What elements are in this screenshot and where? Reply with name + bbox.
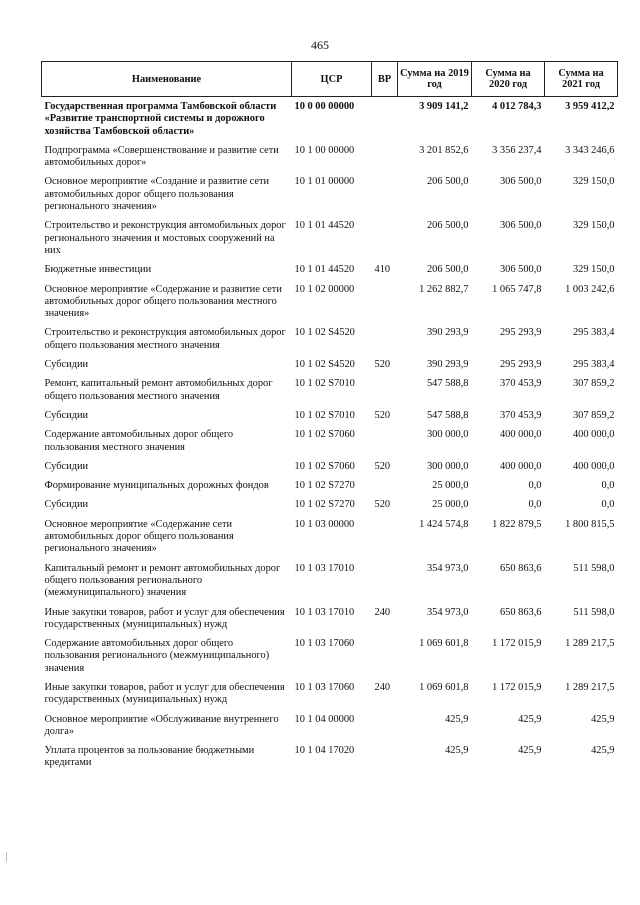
table-row xyxy=(42,100,618,144)
header-sum-2019: Сумма на 2019 год xyxy=(398,62,472,97)
cell-sum-2019: 3 201 852,6 xyxy=(419,144,469,156)
cell-sum-2019: 25 000,0 xyxy=(432,499,469,511)
cell-vr: 520 xyxy=(374,359,391,371)
cell-vr xyxy=(372,479,398,498)
table-row xyxy=(42,283,618,327)
cell-name: Содержание автомобильных дорог общего пользования регионального (межмуниципального) значения xyxy=(44,638,270,674)
cell-csr: 10 1 02 S7060 xyxy=(294,460,355,472)
cell-csr: 10 1 00 00000 xyxy=(294,144,355,156)
header-csr: ЦСР xyxy=(292,62,372,97)
cell-csr: 10 1 03 17060 xyxy=(294,681,355,693)
cell-name: Ремонт, капитальный ремонт автомобильных дорог общего пользования местного значения xyxy=(44,378,273,402)
cell-sum-2020: 1 822 879,5 xyxy=(492,518,542,530)
cell-sum-2021: 400 000,0 xyxy=(572,460,615,472)
cell-vr: 410 xyxy=(374,264,391,276)
cell-vr xyxy=(372,175,398,219)
cell-sum-2020: 650 863,6 xyxy=(499,562,542,574)
header-name: Наименование xyxy=(42,62,292,97)
cell-name: Основное мероприятие «Содержание сети автомобильных дорог общего пользования регионального значения» xyxy=(44,518,234,555)
cell-name: Основное мероприятие «Создание и развитие сети автомобильных дорог общего пользования регионального значения» xyxy=(44,176,270,213)
cell-name: Бюджетные инвестиции xyxy=(44,264,152,276)
table-row xyxy=(42,358,618,377)
cell-sum-2020: 295 293,9 xyxy=(499,327,542,339)
table-row xyxy=(42,498,618,517)
cell-sum-2021: 295 383,4 xyxy=(572,327,615,339)
cell-name: Государственная программа Тамбовской области «Развитие транспортной системы и дорожного хозяйства Тамбовской области» xyxy=(44,101,277,137)
cell-csr: 10 1 02 S7010 xyxy=(294,378,355,390)
cell-sum-2019: 1 069 601,8 xyxy=(419,681,469,693)
cell-name: Субсидии xyxy=(44,409,89,421)
cell-csr: 10 1 02 S4520 xyxy=(294,327,355,339)
table-row xyxy=(42,713,618,745)
cell-sum-2020: 306 500,0 xyxy=(499,176,542,188)
cell-sum-2019: 206 500,0 xyxy=(426,264,469,276)
table-row xyxy=(42,681,618,713)
cell-sum-2020: 306 500,0 xyxy=(499,264,542,276)
cell-vr xyxy=(372,428,398,460)
cell-csr: 10 1 03 17010 xyxy=(294,562,355,574)
header-vr: ВР xyxy=(372,62,398,97)
cell-sum-2019: 1 069 601,8 xyxy=(419,638,469,650)
cell-csr: 10 1 03 00000 xyxy=(294,518,355,530)
page-number: 465 xyxy=(311,38,329,52)
cell-sum-2021: 1 003 242,6 xyxy=(565,283,615,295)
cell-sum-2020: 400 000,0 xyxy=(499,429,542,441)
cell-name: Основное мероприятие «Обслуживание внутреннего долга» xyxy=(44,713,279,737)
cell-vr xyxy=(372,744,398,776)
cell-sum-2020: 400 000,0 xyxy=(499,460,542,472)
cell-sum-2021: 425,9 xyxy=(591,745,615,757)
cell-sum-2021: 400 000,0 xyxy=(572,429,615,441)
cell-sum-2019: 354 973,0 xyxy=(426,562,469,574)
cell-name: Уплата процентов за пользование бюджетными кредитами xyxy=(44,745,255,769)
cell-vr xyxy=(372,518,398,562)
cell-csr: 10 0 00 00000 xyxy=(294,101,355,112)
cell-sum-2019: 206 500,0 xyxy=(426,176,469,188)
cell-vr xyxy=(372,283,398,327)
cell-name: Субсидии xyxy=(44,460,89,472)
cell-name: Субсидии xyxy=(44,499,89,511)
cell-sum-2019: 206 500,0 xyxy=(426,220,469,232)
cell-sum-2021: 307 859,2 xyxy=(572,409,615,421)
cell-sum-2019: 547 588,8 xyxy=(426,378,469,390)
cell-csr: 10 1 01 44520 xyxy=(294,220,355,232)
cell-name: Капитальный ремонт и ремонт автомобильных дорог общего пользования регионального (межмуниципального) значения xyxy=(44,562,281,599)
scan-edge-mark xyxy=(6,852,7,862)
cell-vr: 520 xyxy=(374,499,391,511)
cell-sum-2021: 307 859,2 xyxy=(572,378,615,390)
cell-sum-2021: 1 289 217,5 xyxy=(565,681,615,693)
cell-sum-2021: 3 343 246,6 xyxy=(565,144,615,156)
cell-sum-2020: 306 500,0 xyxy=(499,220,542,232)
table-row xyxy=(42,562,618,606)
cell-vr: 520 xyxy=(374,409,391,421)
cell-sum-2019: 300 000,0 xyxy=(426,429,469,441)
cell-csr: 10 1 01 00000 xyxy=(294,176,355,188)
cell-sum-2021: 511 598,0 xyxy=(573,562,615,574)
cell-csr: 10 1 03 17010 xyxy=(294,606,355,618)
cell-sum-2020: 3 356 237,4 xyxy=(492,144,542,156)
table-row xyxy=(42,409,618,428)
cell-vr xyxy=(372,326,398,358)
cell-csr: 10 1 02 S4520 xyxy=(294,359,355,371)
table-row xyxy=(42,219,618,263)
table-body xyxy=(42,97,618,776)
cell-name: Иные закупки товаров, работ и услуг для обеспечения государственных (муниципальных) нужд xyxy=(44,606,285,630)
cell-vr: 240 xyxy=(374,681,391,693)
cell-csr: 10 1 02 S7010 xyxy=(294,409,355,421)
cell-csr: 10 1 02 S7270 xyxy=(294,499,355,511)
cell-sum-2020: 0,0 xyxy=(528,499,542,511)
cell-sum-2020: 425,9 xyxy=(518,745,542,757)
cell-sum-2021: 329 150,0 xyxy=(572,176,615,188)
cell-name: Иные закупки товаров, работ и услуг для обеспечения государственных (муниципальных) нужд xyxy=(44,681,285,706)
cell-sum-2019: 390 293,9 xyxy=(426,359,469,371)
cell-vr xyxy=(372,219,398,263)
cell-sum-2021: 425,9 xyxy=(591,713,615,725)
cell-vr xyxy=(372,144,398,176)
cell-sum-2021: 329 150,0 xyxy=(572,220,615,232)
table-row xyxy=(42,637,618,681)
cell-vr: 520 xyxy=(374,460,391,472)
cell-sum-2021: 1 289 217,5 xyxy=(565,638,615,650)
cell-csr: 10 1 02 S7060 xyxy=(294,429,355,441)
cell-csr: 10 1 01 44520 xyxy=(294,264,355,276)
cell-csr: 10 1 02 S7270 xyxy=(294,480,355,492)
cell-vr xyxy=(372,377,398,409)
cell-sum-2020: 1 065 747,8 xyxy=(492,283,542,295)
table-row xyxy=(42,263,618,282)
cell-name: Строительство и реконструкция автомобильных дорог регионального значения и мостовых сооружений на них xyxy=(44,220,286,256)
cell-sum-2021: 3 959 412,2 xyxy=(565,101,615,112)
table-row xyxy=(42,326,618,358)
cell-vr: 240 xyxy=(374,606,391,618)
table-row xyxy=(42,518,618,562)
cell-vr xyxy=(372,713,398,745)
table-row xyxy=(42,377,618,409)
cell-sum-2019: 425,9 xyxy=(445,745,469,757)
cell-sum-2019: 300 000,0 xyxy=(426,460,469,472)
cell-sum-2019: 1 262 882,7 xyxy=(419,283,469,295)
cell-sum-2019: 547 588,8 xyxy=(426,409,469,421)
budget-table xyxy=(41,61,618,776)
table-row xyxy=(42,460,618,479)
cell-csr: 10 1 04 00000 xyxy=(294,713,355,725)
cell-csr: 10 1 02 00000 xyxy=(294,283,355,295)
table-row xyxy=(42,744,618,776)
cell-sum-2020: 370 453,9 xyxy=(499,378,542,390)
cell-name: Строительство и реконструкция автомобильных дорог общего пользования местного значения xyxy=(44,327,286,351)
cell-sum-2021: 0,0 xyxy=(601,480,615,492)
cell-name: Формирование муниципальных дорожных фондов xyxy=(44,480,269,492)
cell-sum-2019: 425,9 xyxy=(445,713,469,725)
table-row xyxy=(42,428,618,460)
cell-vr xyxy=(372,562,398,606)
table-row xyxy=(42,479,618,498)
cell-sum-2019: 354 973,0 xyxy=(426,606,469,618)
cell-sum-2021: 1 800 815,5 xyxy=(565,518,615,530)
cell-sum-2021: 329 150,0 xyxy=(572,264,615,276)
cell-sum-2019: 3 909 141,2 xyxy=(419,101,469,112)
cell-name: Содержание автомобильных дорог общего пользования местного значения xyxy=(44,429,234,453)
cell-sum-2020: 0,0 xyxy=(528,480,542,492)
cell-sum-2020: 295 293,9 xyxy=(499,359,542,371)
cell-sum-2021: 511 598,0 xyxy=(573,606,615,618)
cell-sum-2021: 0,0 xyxy=(601,499,615,511)
cell-sum-2020: 1 172 015,9 xyxy=(492,638,542,650)
cell-name: Основное мероприятие «Содержание и развитие сети автомобильных дорог общего пользования местного значения» xyxy=(44,283,282,320)
table-row xyxy=(42,144,618,176)
cell-csr: 10 1 03 17060 xyxy=(294,638,355,650)
cell-sum-2019: 25 000,0 xyxy=(432,480,469,492)
cell-sum-2020: 650 863,6 xyxy=(499,606,542,618)
header-sum-2021: Сумма на 2021 год xyxy=(545,62,618,97)
cell-sum-2020: 1 172 015,9 xyxy=(492,681,542,693)
cell-sum-2020: 370 453,9 xyxy=(499,409,542,421)
header-sum-2020: Сумма на 2020 год xyxy=(472,62,545,97)
cell-sum-2021: 295 383,4 xyxy=(572,359,615,371)
cell-vr xyxy=(372,637,398,681)
cell-sum-2019: 1 424 574,8 xyxy=(419,518,469,530)
table-row xyxy=(42,175,618,219)
table-row xyxy=(42,606,618,638)
table-header xyxy=(42,62,618,97)
cell-sum-2020: 425,9 xyxy=(518,713,542,725)
cell-name: Субсидии xyxy=(44,359,89,371)
cell-csr: 10 1 04 17020 xyxy=(294,745,355,757)
cell-name: Подпрограмма «Совершенствование и развитие сети автомобильных дорог» xyxy=(44,144,279,169)
cell-sum-2019: 390 293,9 xyxy=(426,327,469,339)
cell-sum-2020: 4 012 784,3 xyxy=(492,101,542,112)
cell-vr xyxy=(372,100,398,144)
